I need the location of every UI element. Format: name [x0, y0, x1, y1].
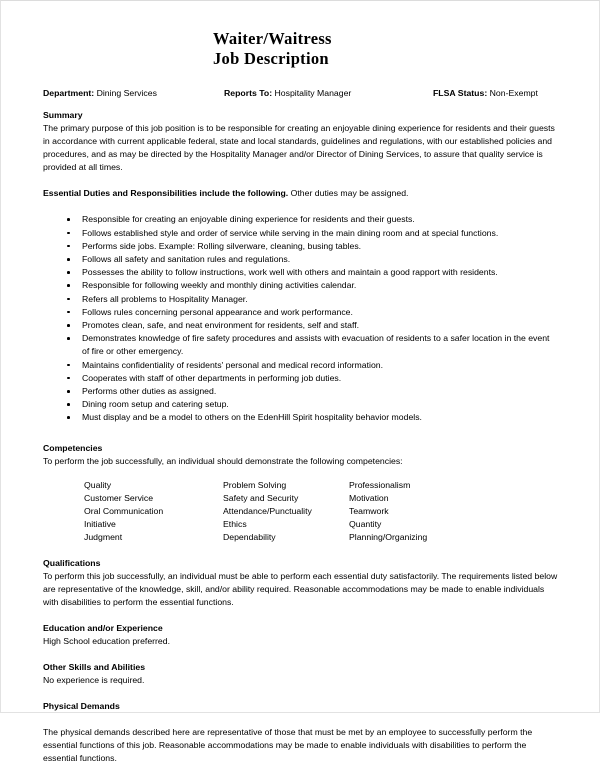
document-title: [43, 1, 559, 69]
title-line-1: Waiter/Waitress: [213, 29, 332, 48]
list-item: Responsible for creating an enjoyable dining experience for residents and their guests.: [43, 213, 559, 226]
document-meta-row: [43, 86, 559, 100]
meta-flsa-label: FLSA Status:: [433, 88, 488, 98]
meta-reports-to-value: Hospitality Manager: [274, 88, 352, 98]
competencies-column-1: [84, 479, 163, 544]
competency-item: Initiative: [84, 518, 116, 529]
education-heading: Education and/or Experience: [43, 623, 163, 633]
competency-item: Customer Service: [84, 492, 154, 503]
meta-flsa-value: Non-Exempt: [489, 88, 538, 98]
spacer: [43, 544, 559, 557]
title-line-2: Job Description: [213, 49, 329, 68]
competency-item: Dependability: [223, 531, 276, 542]
spacer: [43, 200, 559, 213]
qualifications-heading: Qualifications: [43, 557, 101, 568]
education-body: High School education preferred.: [43, 636, 171, 646]
meta-reports-to: [224, 86, 351, 100]
document-body: [43, 1, 559, 765]
competency-item: Attendance/Punctuality: [223, 505, 312, 516]
competencies-heading: Competencies: [43, 442, 103, 453]
competencies-grid: [43, 479, 559, 544]
list-item: Performs other duties as assigned.: [43, 385, 559, 398]
meta-flsa-status: [433, 86, 538, 100]
list-item: Cooperates with staff of other departments in performing job duties.: [43, 372, 559, 385]
spacer: [43, 687, 559, 700]
list-item: Refers all problems to Hospitality Manager.: [43, 293, 559, 306]
spacer: [43, 100, 559, 109]
spacer: [43, 713, 559, 726]
competencies-intro: To perform the job successfully, an individual should demonstrate the following competencies:: [43, 455, 403, 466]
duties-lead: [43, 187, 559, 200]
competency-item: Quantity: [349, 518, 382, 529]
competency-item: Professionalism: [349, 479, 411, 490]
duties-lead-rest: Other duties may be assigned.: [290, 188, 409, 199]
list-item: Promotes clean, safe, and neat environment for residents, self and staff.: [43, 319, 559, 332]
competency-item: Judgment: [84, 531, 123, 542]
list-item: Dining room setup and catering setup.: [43, 398, 559, 411]
competency-item: Oral Communication: [84, 505, 164, 516]
spacer: [43, 174, 559, 187]
list-item: Demonstrates knowledge of fire safety procedures and assists with evacuation of residents to a safer location in the event of fire or other emergency.: [43, 332, 559, 358]
summary-heading: Summary: [43, 110, 83, 120]
competency-item: Safety and Security: [223, 492, 299, 503]
duties-lead-bold: Essential Duties and Responsibilities include the following.: [43, 188, 289, 199]
list-item: Follows established style and order of service while serving in the main dining room and at special functions.: [43, 227, 559, 240]
competencies-column-2: [223, 479, 312, 544]
competency-item: Motivation: [349, 492, 389, 503]
spacer: [43, 425, 559, 442]
meta-department-label: Department:: [43, 88, 95, 98]
meta-department-value: Dining Services: [96, 88, 157, 98]
duties-list: [43, 213, 559, 424]
other-skills-heading: Other Skills and Abilities: [43, 662, 146, 673]
list-item: Must display and be a model to others on the EdenHill Spirit hospitality behavior models.: [43, 411, 559, 424]
spacer: [43, 609, 559, 622]
competency-item: Problem Solving: [223, 479, 287, 490]
competency-item: Teamwork: [349, 505, 389, 516]
competency-item: Ethics: [223, 518, 247, 529]
list-item: Responsible for following weekly and monthly dining activities calendar.: [43, 279, 559, 292]
list-item: Possesses the ability to follow instructions, work well with others and maintain a good rapport with residents.: [43, 266, 559, 279]
qualifications-body: To perform this job successfully, an individual must be able to perform each essential duty satisfactorily. The requirements listed below are representative of the knowledge, skill, and/or ability required. Reasonable accommodations may be made to enable individuals with disabilities to perform the essential functions.: [43, 570, 558, 607]
competency-item: Planning/Organizing: [349, 531, 428, 542]
list-item: Follows rules concerning personal appearance and work performance.: [43, 306, 559, 319]
list-item: Follows all safety and sanitation rules and regulations.: [43, 253, 559, 266]
spacer: [43, 648, 559, 661]
other-skills-body: No experience is required.: [43, 675, 145, 686]
list-item: Performs side jobs. Example: Rolling silverware, cleaning, busing tables.: [43, 240, 559, 253]
competencies-column-3: [349, 479, 427, 544]
competency-item: Quality: [84, 479, 112, 490]
physical-demands-body: The physical demands described here are representative of those that must be met by an employee to successfully perform the essential functions of this job. Reasonable accommodations may be made to enable individuals with disabilities to perform the essential functions.: [43, 727, 533, 764]
meta-department: [43, 86, 157, 100]
physical-demands-heading: Physical Demands: [43, 701, 120, 712]
summary-body: The primary purpose of this job position is to be responsible for creating an enjoyable dining experience for residents and their guests in accordance with current applicable federal, state and local standards, guidelines and regulations, with our established policies and procedures, and as may be directed by the Hospitality Manager and/or Director of Dining Services, to assure that quality service is provided at all times.: [43, 123, 555, 173]
list-item: Maintains confidentiality of residents' personal and medical record information.: [43, 359, 559, 372]
meta-reports-to-label: Reports To:: [224, 88, 273, 98]
